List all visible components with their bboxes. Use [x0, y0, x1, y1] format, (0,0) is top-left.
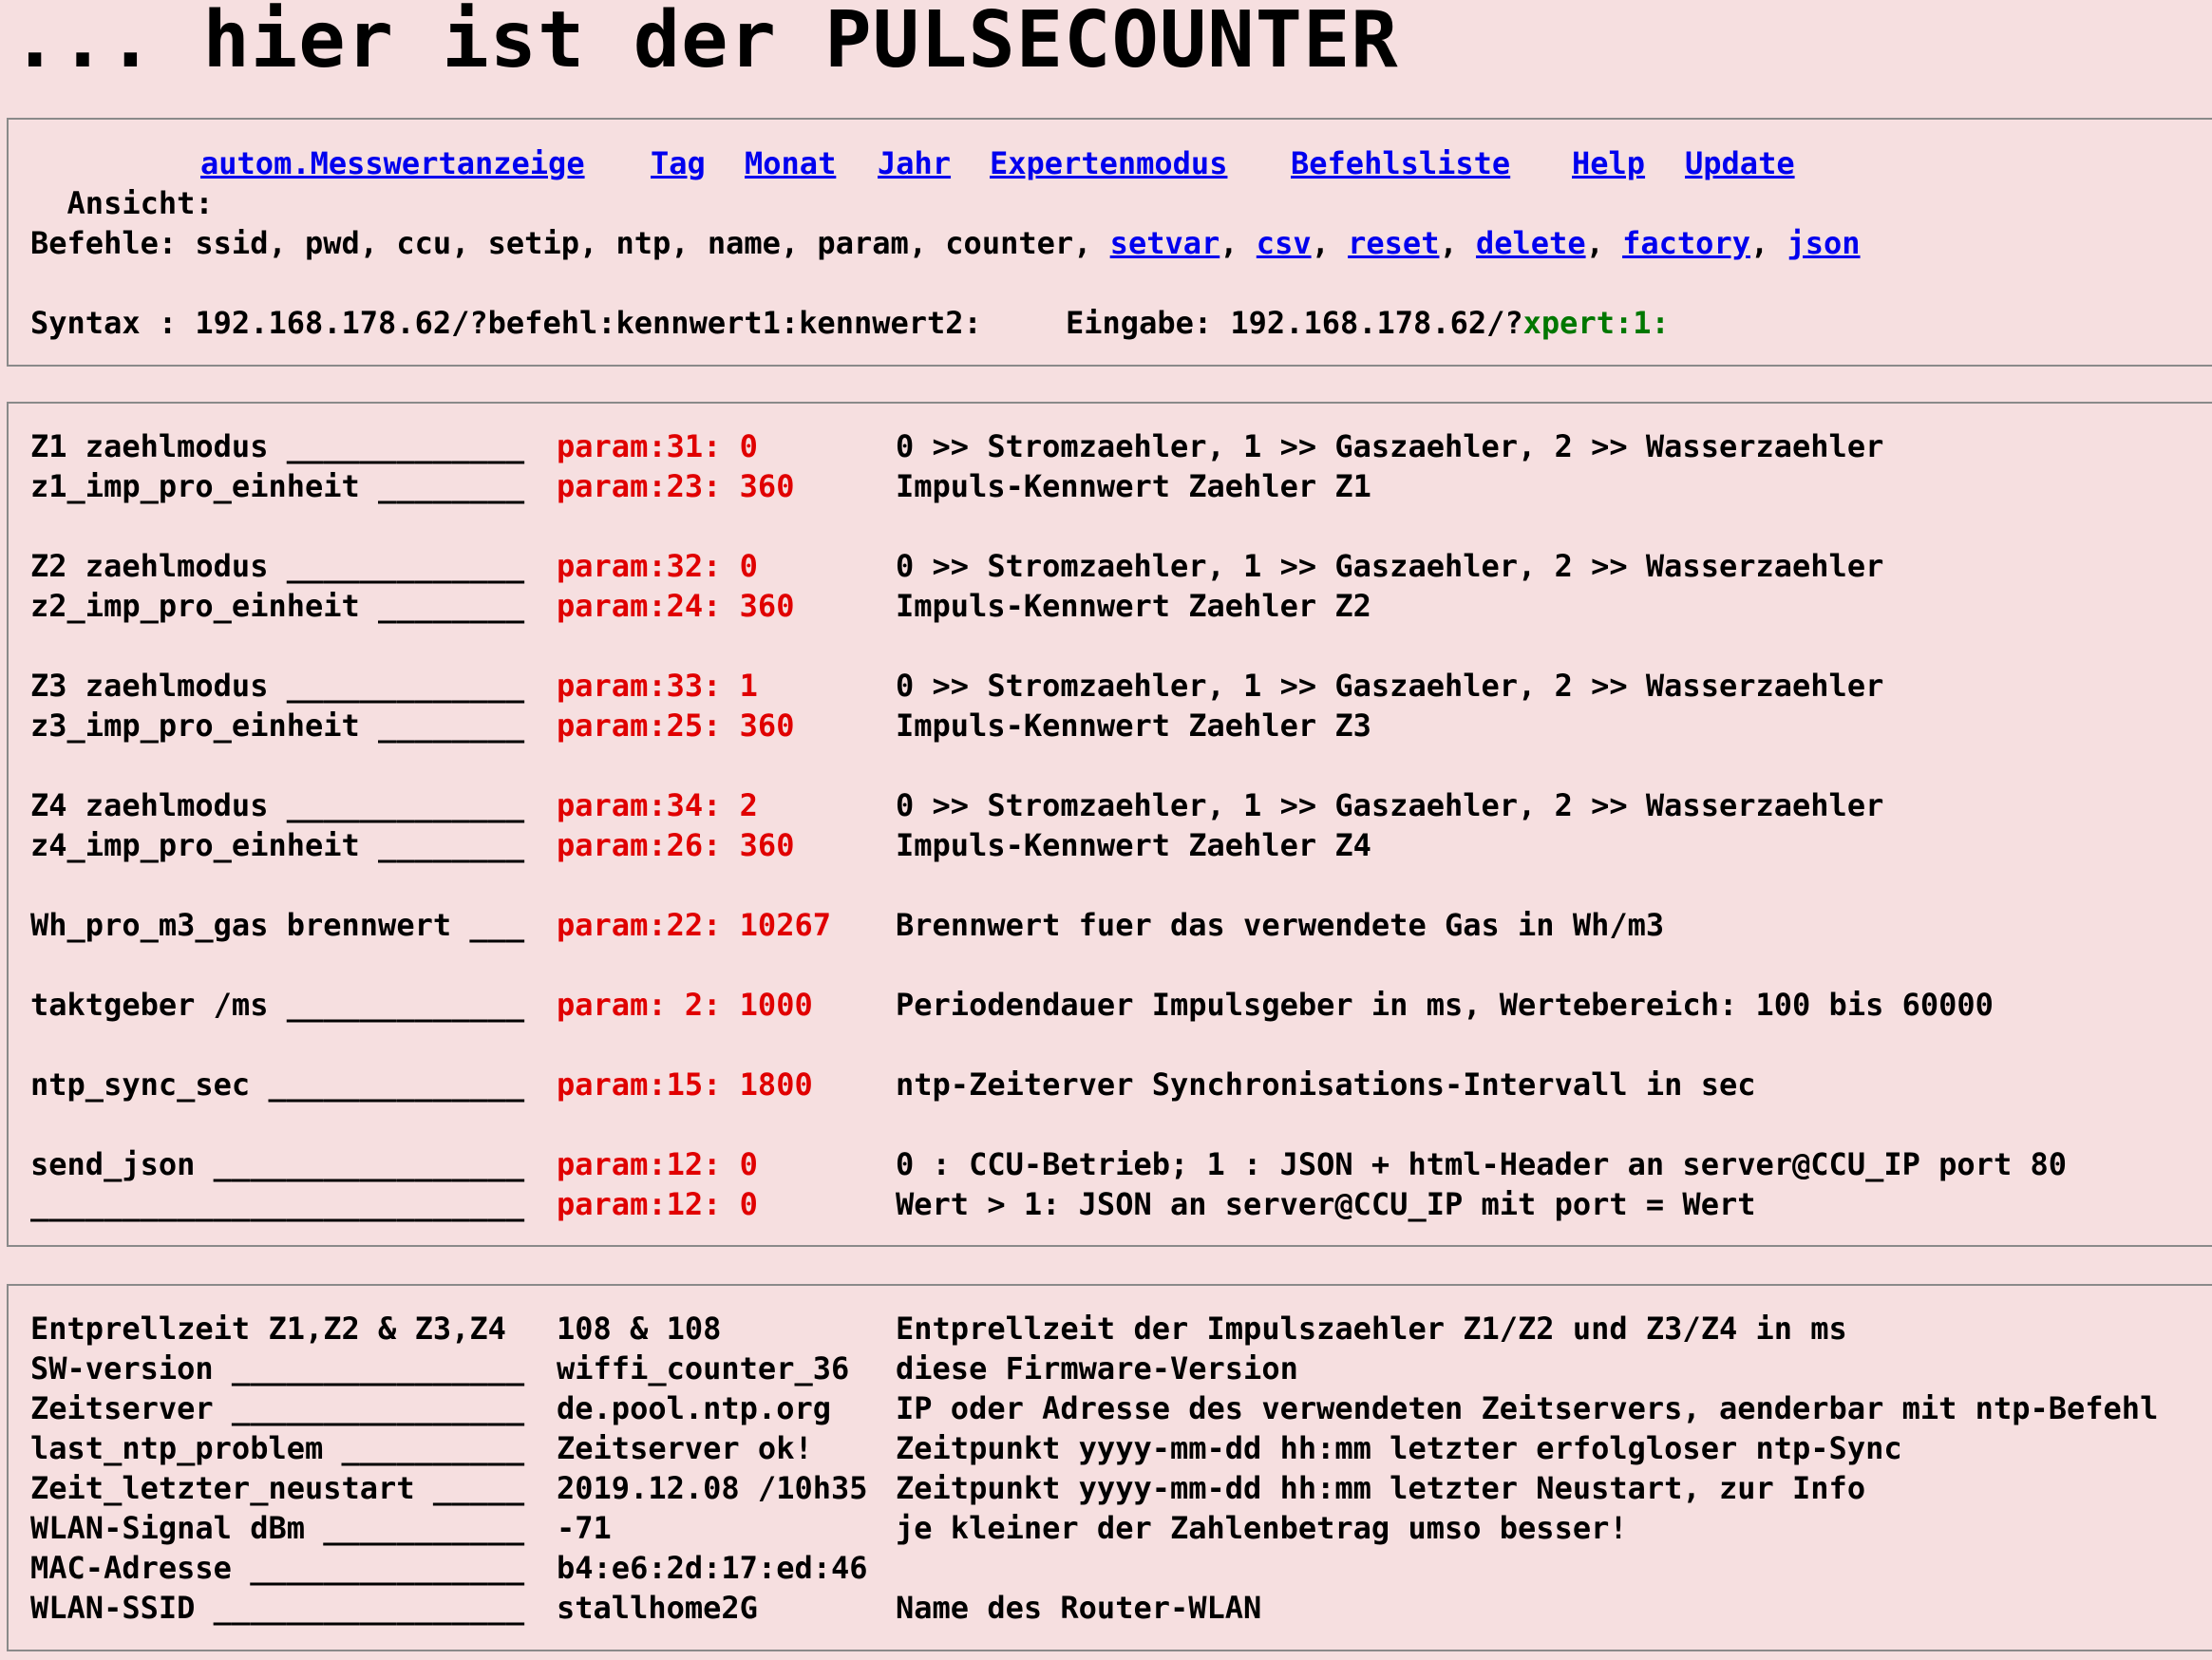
param-row-10-name: taktgeber /ms _____________	[30, 987, 525, 1023]
cmd-link-setvar[interactable]: setvar	[1109, 225, 1220, 261]
info-row-7-name: MAC-Adresse _______________	[30, 1550, 525, 1586]
ansicht-row	[30, 143, 214, 221]
cmd-link-delete[interactable]: delete	[1475, 225, 1586, 261]
param-row-11-desc: ntp-Zeiterver Synchronisations-Intervall in sec	[896, 1066, 1756, 1103]
param-row-3-name: Z2 zaehlmodus _____________	[30, 548, 525, 584]
page-title: ... hier ist der PULSECOUNTER	[11, 0, 1399, 85]
param-row-12-param: param:12: 0	[557, 1146, 758, 1182]
info-row-4-desc: Zeitpunkt yyyy-mm-dd hh:mm letzter erfolgloser ntp-Sync	[896, 1430, 1902, 1466]
nav-link-tag[interactable]: Tag	[651, 145, 706, 181]
eingabe-label: Eingabe:	[1066, 305, 1213, 341]
param-row-11-param: param:15: 1800	[557, 1066, 813, 1103]
param-row-9-param: param:22: 10267	[557, 907, 831, 943]
info-row-1-value: 108 & 108	[557, 1311, 722, 1347]
info-row-5-value: 2019.12.08 /10h35	[557, 1470, 868, 1506]
param-row-13-param: param:12: 0	[557, 1186, 758, 1222]
info-row-8-desc: Name des Router-WLAN	[896, 1590, 1262, 1626]
param-row-4-desc: Impuls-Kennwert Zaehler Z2	[896, 588, 1371, 624]
cmd-link-csv[interactable]: csv	[1256, 225, 1312, 261]
eingabe-row	[1066, 303, 1670, 343]
param-row-8-name: z4_imp_pro_einheit ________	[30, 827, 525, 863]
param-row-3-param: param:32: 0	[557, 548, 758, 584]
param-row-4-param: param:24: 360	[557, 588, 795, 624]
nav-link-monat[interactable]: Monat	[745, 145, 837, 181]
param-row-10-param: param: 2: 1000	[557, 987, 813, 1023]
param-row-11-name: ntp_sync_sec ______________	[30, 1066, 525, 1103]
param-row-10-desc: Periodendauer Impulsgeber in ms, Wertebereich: 100 bis 60000	[896, 987, 1994, 1023]
info-row-2-value: wiffi_counter_36	[557, 1350, 850, 1386]
param-row-12-name: send_json _________________	[30, 1146, 525, 1182]
befehle-plain: ssid, pwd, ccu, setip, ntp, name, param, counter,	[195, 225, 1092, 261]
param-row-6-name: z3_imp_pro_einheit ________	[30, 707, 525, 744]
info-row-3-name: Zeitserver ________________	[30, 1390, 525, 1426]
eingabe-value: xpert:1:	[1522, 305, 1670, 341]
syntax-label: Syntax :	[30, 305, 178, 341]
info-row-1-desc: Entprellzeit der Impulszaehler Z1/Z2 und Z3/Z4 in ms	[896, 1311, 1847, 1347]
param-row-3-desc: 0 >> Stromzaehler, 1 >> Gaszaehler, 2 >> Wasserzaehler	[896, 548, 1884, 584]
ansicht-label: Ansicht:	[66, 185, 214, 221]
nav-link-messwertanzeige[interactable]: autom.Messwertanzeige	[200, 145, 585, 181]
param-row-9-desc: Brennwert fuer das verwendete Gas in Wh/m3	[896, 907, 1665, 943]
nav-link-expertenmodus[interactable]: Expertenmodus	[990, 145, 1228, 181]
info-row-3-value: de.pool.ntp.org	[557, 1390, 831, 1426]
param-row-2-name: z1_imp_pro_einheit ________	[30, 468, 525, 504]
param-row-7-desc: 0 >> Stromzaehler, 1 >> Gaszaehler, 2 >> Wasserzaehler	[896, 787, 1884, 823]
nav-link-help[interactable]: Help	[1572, 145, 1646, 181]
info-row-4-name: last_ntp_problem __________	[30, 1430, 525, 1466]
param-row-8-desc: Impuls-Kennwert Zaehler Z4	[896, 827, 1371, 863]
param-row-13-desc: Wert > 1: JSON an server@CCU_IP mit port = Wert	[896, 1186, 1756, 1222]
befehle-row: Befehle: ssid, pwd, ccu, setip, ntp, name, param, counter, setvar, csv, reset, delete, factory, json	[30, 225, 1861, 261]
param-row-1-param: param:31: 0	[557, 428, 758, 464]
cmd-link-json[interactable]: json	[1787, 225, 1861, 261]
cmd-link-reset[interactable]: reset	[1348, 225, 1440, 261]
param-row-5-param: param:33: 1	[557, 668, 758, 704]
syntax-row	[30, 303, 982, 343]
eingabe-prefix: 192.168.178.62/?	[1230, 305, 1523, 341]
param-row-1-name: Z1 zaehlmodus _____________	[30, 428, 525, 464]
param-row-7-param: param:34: 2	[557, 787, 758, 823]
info-row-5-name: Zeit_letzter_neustart _____	[30, 1470, 525, 1506]
info-row-6-desc: je kleiner der Zahlenbetrag umso besser!	[896, 1510, 1628, 1546]
nav-link-jahr[interactable]: Jahr	[878, 145, 952, 181]
param-row-12-desc: 0 : CCU-Betrieb; 1 : JSON + html-Header an server@CCU_IP port 80	[896, 1146, 2067, 1182]
cmd-link-factory[interactable]: factory	[1622, 225, 1750, 261]
param-row-9-name: Wh_pro_m3_gas brennwert ___	[30, 907, 525, 943]
befehle-label: Befehle:	[30, 225, 178, 261]
param-row-2-param: param:23: 360	[557, 468, 795, 504]
param-row-5-desc: 0 >> Stromzaehler, 1 >> Gaszaehler, 2 >> Wasserzaehler	[896, 668, 1884, 704]
info-row-6-value: -71	[557, 1510, 612, 1546]
param-row-6-desc: Impuls-Kennwert Zaehler Z3	[896, 707, 1371, 744]
param-row-8-param: param:26: 360	[557, 827, 795, 863]
info-row-1-name: Entprellzeit Z1,Z2 & Z3,Z4	[30, 1311, 506, 1347]
param-row-13-name: ___________________________	[30, 1186, 525, 1222]
param-row-5-name: Z3 zaehlmodus _____________	[30, 668, 525, 704]
nav-link-update[interactable]: Update	[1685, 145, 1795, 181]
nav-link-befehlsliste[interactable]: Befehlsliste	[1291, 145, 1511, 181]
param-row-6-param: param:25: 360	[557, 707, 795, 744]
info-row-6-name: WLAN-Signal dBm ___________	[30, 1510, 525, 1546]
info-row-8-name: WLAN-SSID _________________	[30, 1590, 525, 1626]
info-row-2-desc: diese Firmware-Version	[896, 1350, 1298, 1386]
info-row-3-desc: IP oder Adresse des verwendeten Zeitservers, aenderbar mit ntp-Befehl	[896, 1390, 2159, 1426]
info-row-8-value: stallhome2G	[557, 1590, 758, 1626]
param-row-2-desc: Impuls-Kennwert Zaehler Z1	[896, 468, 1371, 504]
info-row-7-value: b4:e6:2d:17:ed:46	[557, 1550, 868, 1586]
param-row-4-name: z2_imp_pro_einheit ________	[30, 588, 525, 624]
info-row-2-name: SW-version ________________	[30, 1350, 525, 1386]
syntax-value: 192.168.178.62/?befehl:kennwert1:kennwert2:	[195, 305, 982, 341]
param-row-1-desc: 0 >> Stromzaehler, 1 >> Gaszaehler, 2 >> Wasserzaehler	[896, 428, 1884, 464]
param-row-7-name: Z4 zaehlmodus _____________	[30, 787, 525, 823]
info-row-4-value: Zeitserver ok!	[557, 1430, 813, 1466]
info-row-5-desc: Zeitpunkt yyyy-mm-dd hh:mm letzter Neustart, zur Info	[896, 1470, 1866, 1506]
